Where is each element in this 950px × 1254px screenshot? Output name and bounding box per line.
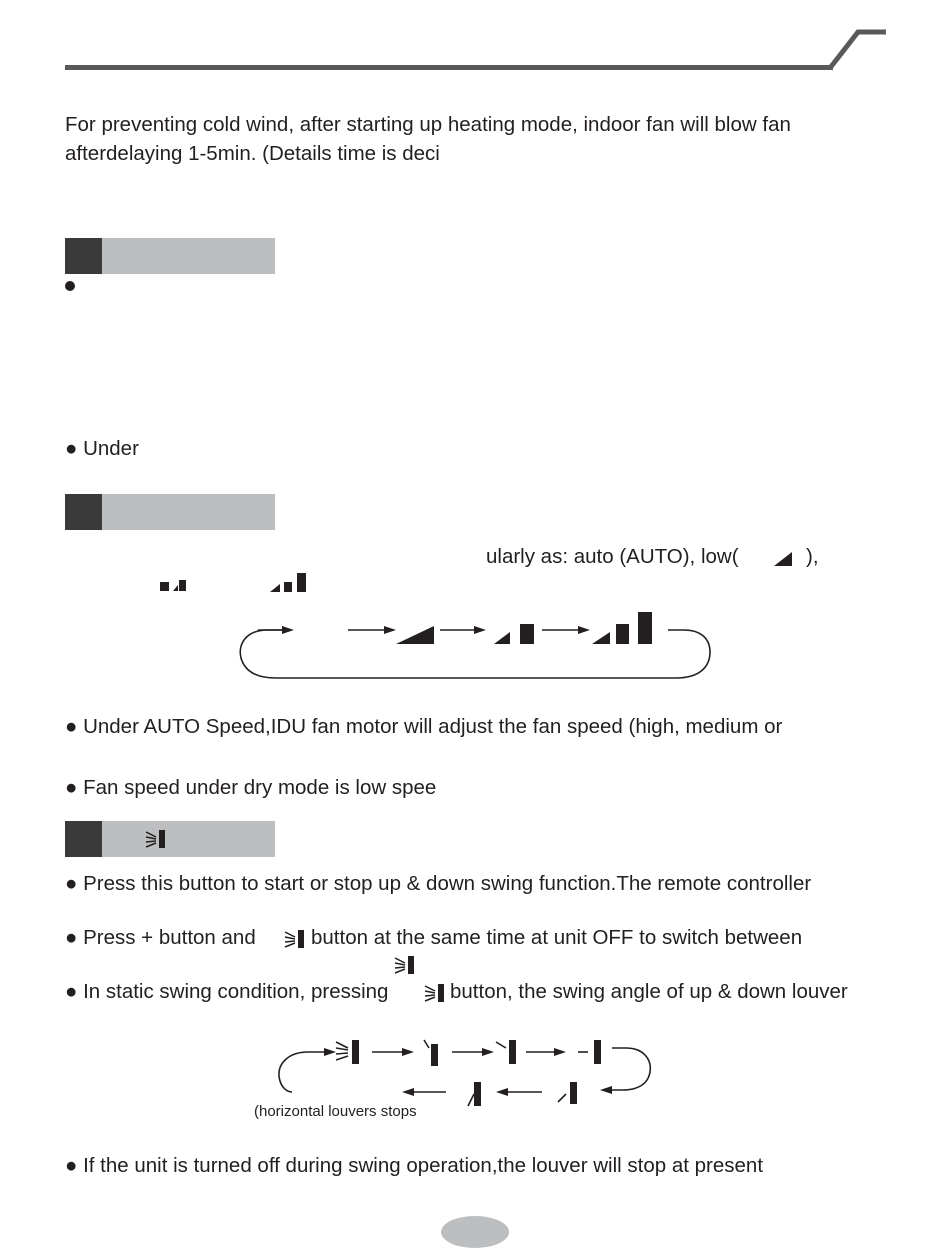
header-corner — [826, 28, 888, 72]
louver-position-1-icon — [424, 1040, 438, 1066]
fan-speed-medium-icon — [160, 578, 190, 596]
louver-position-5-icon — [468, 1082, 481, 1106]
section-heading-marker — [65, 238, 102, 274]
intro-line-2: afterdelaying 1-5min. (Details time is deci — [65, 142, 440, 165]
swing-icon — [394, 954, 418, 976]
fan-speed-low-icon — [396, 626, 434, 644]
louver-position-4-icon — [558, 1082, 577, 1104]
bullet-swing-switch-a: ● Press + button and — [65, 926, 256, 949]
bullet-swing-switch-b: button at the same time at unit OFF to switch between — [311, 926, 803, 949]
bullet-swing-toggle: ● Press this button to start or stop up & down swing function.The remote controller — [65, 872, 812, 895]
intro-line-1: For preventing cold wind, after starting up heating mode, indoor fan will blow fan — [65, 113, 791, 136]
swing-icon — [336, 1040, 359, 1064]
fan-speed-medium-icon — [494, 624, 534, 644]
header-rule — [65, 65, 833, 70]
louver-position-2-icon — [496, 1040, 516, 1064]
bullet-dot — [65, 281, 75, 291]
bullet-static-swing-b: button, the swing angle of up & down louver — [450, 980, 848, 1003]
fan-speed-cycle-diagram — [236, 610, 716, 682]
fan-speed-low-icon — [773, 549, 795, 569]
fan-speed-high-icon — [268, 571, 312, 595]
louver-position-3-icon — [578, 1040, 601, 1064]
swing-diagram-caption: (horizontal louvers stops — [254, 1103, 417, 1120]
bullet-turn-off-swing: ● If the unit is turned off during swing operation,the louver will stop at present — [65, 1154, 764, 1177]
bullet-static-swing-a: ● In static swing condition, pressing — [65, 980, 389, 1003]
bullet-dry-mode: ● Fan speed under dry mode is low spee — [65, 776, 437, 799]
fan-speed-list-text-end: ), — [806, 545, 819, 568]
page-number-badge — [441, 1216, 509, 1248]
section1-bullet-under: ● Under — [65, 437, 139, 460]
swing-icon — [424, 982, 448, 1004]
fan-speed-high-icon — [592, 612, 652, 644]
section-heading-marker — [65, 821, 102, 857]
swing-icon — [284, 928, 308, 950]
section-heading-bar-2 — [65, 494, 275, 530]
swing-icon — [145, 828, 169, 850]
section-heading-bar-1 — [65, 238, 275, 274]
fan-speed-list-text: ularly as: auto (AUTO), low( — [486, 545, 739, 568]
bullet-auto-speed: ● Under AUTO Speed,IDU fan motor will adjust the fan speed (high, medium or — [65, 715, 783, 738]
section-heading-marker — [65, 494, 102, 530]
section-heading-bar-3 — [65, 821, 275, 857]
